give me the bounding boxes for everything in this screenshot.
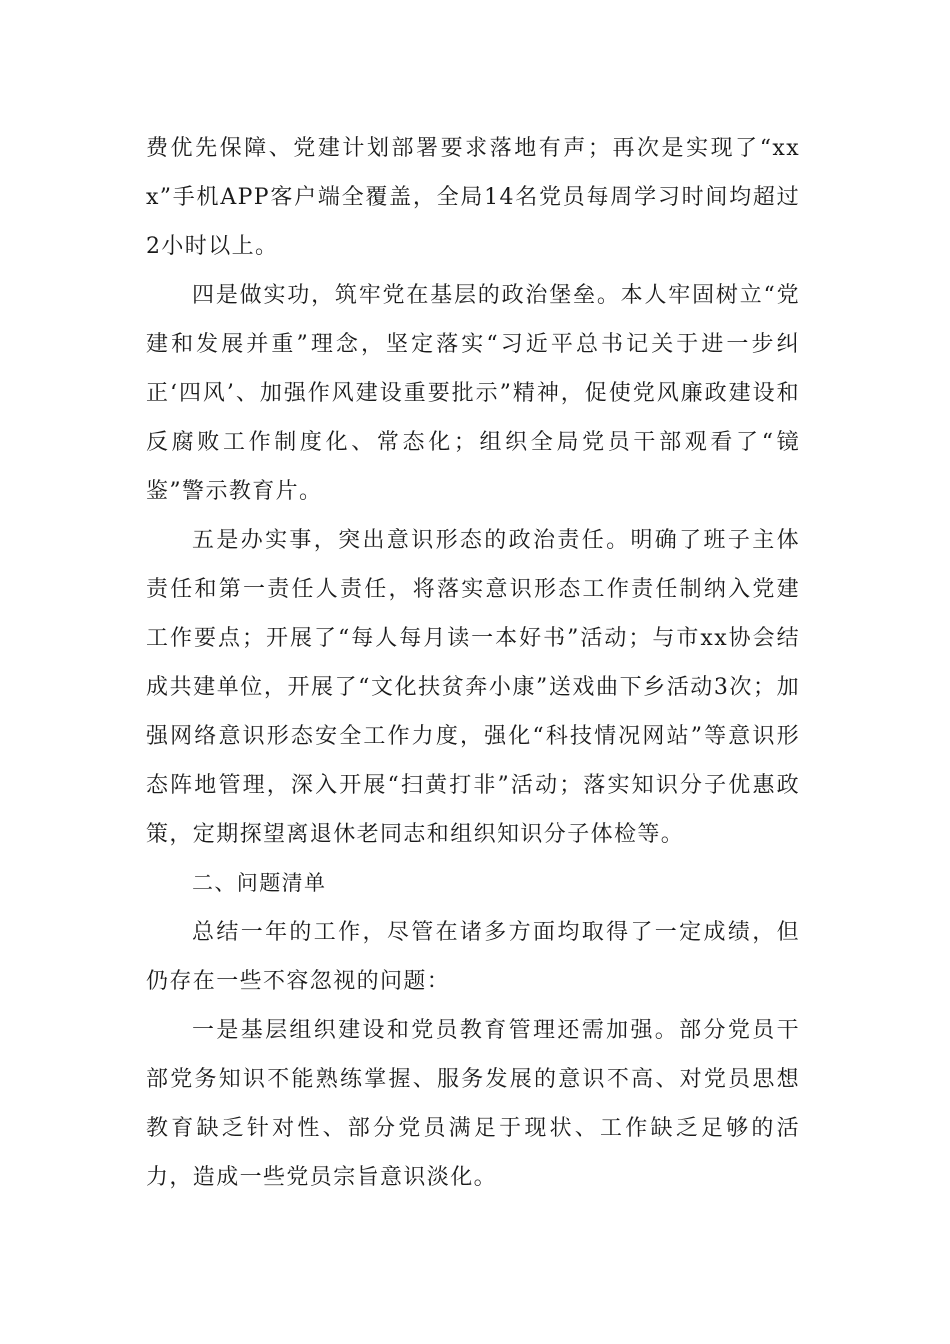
section-heading-problem-list: 二、问题清单	[192, 871, 327, 895]
paragraph-point-four: 四是做实功，筑牢党在基层的政治堡垒。本人牢固树立“党建和发展并重”理念，坚定落实“习近平总书记关于进一步纠正‘四风’、加强作风建设重要批示”精神，促使党风廉政建设和反腐败工作制度化、常态化；组织全局党员干部观看了“镜鉴”警示教育片。	[146, 283, 800, 504]
paragraph-continuation: 费优先保障、党建计划部署要求落地有声；再次是实现了“xxx”手机APP客户端全覆盖，全局14名党员每周学习时间均超过2小时以上。	[146, 136, 800, 259]
paragraph-problem-one: 一是基层组织建设和党员教育管理还需加强。部分党员干部党务知识不能熟练掌握、服务发展的意识不高、对党员思想教育缺乏针对性、部分党员满足于现状、工作缺乏足够的活力，造成一些党员宗旨意识淡化。	[146, 1018, 800, 1190]
paragraph-point-five: 五是办实事，突出意识形态的政治责任。明确了班子主体责任和第一责任人责任，将落实意识形态工作责任制纳入党建工作要点；开展了“每人每月读一本好书”活动；与市xx协会结成共建单位，开展了“文化扶贫奔小康”送戏曲下乡活动3次；加强网络意识形态安全工作力度，强化“科技情况网站”等意识形态阵地管理，深入开展“扫黄打非”活动；落实知识分子优惠政策，定期探望离退休老同志和组织知识分子体检等。	[146, 528, 800, 847]
paragraph-summary: 总结一年的工作，尽管在诸多方面均取得了一定成绩，但仍存在一些不容忽视的问题：	[146, 920, 800, 994]
